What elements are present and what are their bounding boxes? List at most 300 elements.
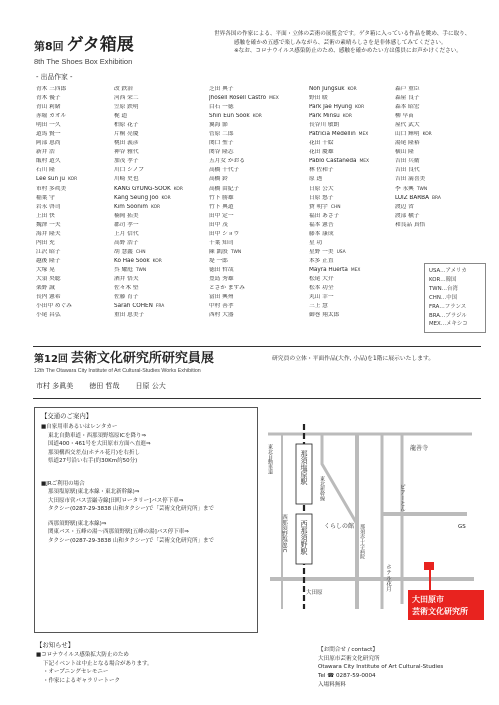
second-exhibition-title: 芸術文化研究所研究員展 [70, 351, 214, 366]
access-jr-line: 那須塩原駅(東北本線・東北新幹線)⇒ [48, 489, 140, 496]
artist-entry [309, 122, 395, 131]
access-map [262, 404, 484, 634]
artist-entry [36, 222, 114, 231]
artist-entry [114, 204, 209, 213]
artist-name: 高橋 鈴 [209, 176, 228, 183]
contact-line: Otawara City Institute of Art Cultural-Studies [318, 664, 444, 671]
legend-item: USA…アメリカ [429, 268, 467, 274]
artist-name: 加茂 孝子 [114, 158, 139, 165]
access-car-line: 東北自動車道・西那須野塩原ICを降り⇒ [48, 432, 147, 439]
country-code: MEX [350, 267, 361, 273]
country-code: KOR [422, 132, 432, 138]
artist-entry [36, 285, 114, 294]
artist-name: 山口 輝明 [395, 131, 420, 138]
artist-name: Mayra Huerta [309, 266, 348, 273]
artist-entry [114, 113, 209, 122]
artist-name: 胡 慧鑫 [114, 248, 133, 255]
artist-name: Pablo Castañeda [309, 158, 357, 165]
artist-entry [36, 86, 114, 95]
artist-name: 関谷 隆志 [209, 149, 234, 156]
artist-entry [36, 312, 114, 321]
access-car-line: 県道27号沿い右手(約30Km約50分) [48, 458, 138, 465]
country-code: KOR [150, 204, 161, 210]
country-code: MEX [359, 159, 370, 165]
artist-entry [209, 222, 309, 231]
artist-name: 桃田 義彦 [114, 140, 139, 147]
artist-entry [395, 149, 477, 158]
divider [33, 398, 481, 399]
artist-name: 神谷 雅代 [114, 149, 139, 156]
member-name: 市村 多眞美 [36, 382, 74, 390]
artist-entry [114, 176, 209, 185]
artist-entry [114, 231, 209, 240]
notice-line: ・オープニングセレモニー [43, 669, 109, 676]
artist-entry [36, 176, 114, 185]
artist-name: 河西 栄二 [114, 95, 139, 102]
artist-entry [209, 294, 309, 303]
artist-name: 高野 浩子 [114, 239, 139, 246]
artist-entry [114, 267, 209, 276]
artist-name: 豊島 秀雄 [209, 275, 234, 282]
artist-entry [309, 222, 395, 231]
artist-entry [209, 122, 309, 131]
contact-title: 【お問合せ / contact】 [318, 647, 378, 653]
artist-entry [209, 285, 309, 294]
artist-entry [395, 104, 477, 113]
artist-entry [36, 186, 114, 195]
artist-name: 吉田 良代 [395, 167, 420, 174]
artist-entry [114, 149, 209, 158]
exhibition-number: 第8回 [34, 40, 64, 53]
artist-entry [114, 86, 209, 95]
artist-name: 原 透 [309, 176, 323, 183]
artist-name: 大須 央聡 [36, 275, 61, 282]
second-exhibition-header [34, 351, 214, 375]
artist-name: 赤堀 カオル [36, 113, 67, 120]
access-car-line: 国道400・461号を大田原市方面へ直進⇒ [48, 441, 151, 448]
artist-name: 改 鉄治 [114, 86, 133, 92]
artist-name: KANG GYUNG-SOOK [114, 185, 171, 192]
artist-entry [309, 186, 395, 195]
artist-name: 小尾 昌弘 [36, 312, 61, 319]
artist-entry [114, 122, 209, 131]
artist-entry [114, 276, 209, 285]
notice-line: 下記イベントは中止となる場合があります。 [43, 660, 153, 667]
artist-name: Park Minsu [309, 113, 340, 120]
artist-entry [36, 104, 114, 113]
artist-entry [36, 249, 114, 258]
legend-item: TWN…台湾 [429, 285, 458, 292]
artist-name: 郡司 孝一 [114, 221, 139, 228]
artist-entry [209, 176, 309, 185]
artist-name: 福本 憲吾 [309, 221, 334, 228]
artist-name: 竹下 典道 [209, 203, 234, 210]
artist-entry [114, 249, 209, 258]
artist-name: 高橋 由紀子 [209, 185, 240, 192]
artist-entry [309, 303, 395, 312]
map-label: GS [458, 524, 466, 530]
country-code: TWN [135, 267, 147, 273]
artist-name: 藤本 康成 [309, 230, 334, 237]
artist-name: LUIZ BARBA [395, 194, 429, 201]
map-label: 東北新幹線 [319, 476, 325, 501]
artist-name: 本多 正直 [309, 257, 334, 264]
artist-entry [36, 195, 114, 204]
destination-label: 芸術文化研究所 [412, 607, 468, 616]
artist-name: 中村 善孝 [209, 303, 234, 310]
access-jr-line: 大田原市営バス雲巌寺線[田町ロータリー]バス停下車⇒ [48, 497, 184, 504]
artist-name: 柳 早苗 [395, 113, 414, 120]
country-code: USA [336, 249, 346, 255]
artist-name: 田中 茂 [209, 221, 228, 228]
artist-name: 松本 功全 [309, 285, 334, 292]
intro-line: 感触を確かめ五感で楽しみながら、芸術の素晴らしさを是非体感してみてください。 [234, 39, 447, 46]
artist-entry [209, 258, 309, 267]
contact-line: 大田原市芸術文化研究所 [318, 655, 380, 662]
artist-entry [309, 312, 395, 321]
artist-name: 徳田 哲哉 [209, 266, 234, 273]
artist-entry [36, 122, 114, 131]
artist-entry [209, 267, 309, 276]
artist-name: 渡辺 省 [395, 203, 414, 210]
artist-entry [309, 104, 395, 113]
artist-entry [114, 104, 209, 113]
artist-name: 芝田 典子 [209, 86, 234, 92]
road [322, 434, 357, 524]
artist-entry [309, 176, 395, 185]
artist-name: 田中 定一 [209, 212, 234, 219]
artist-entry [309, 213, 395, 222]
map-label: ホテル花月 [385, 564, 391, 592]
artist-name: 岩永 啓司 [36, 203, 61, 210]
artist-entry [309, 258, 395, 267]
contact [318, 646, 443, 689]
access-jr-line: タクシー(0287-29-3838 山和タクシー)で「芸術文化研究所」まで [48, 506, 215, 513]
artist-name: 林 佐和子 [309, 167, 334, 174]
artist-entry [114, 240, 209, 249]
notice [36, 641, 153, 685]
artist-name: 三上 慧 [309, 303, 328, 310]
artist-name: 柏原 花子 [114, 122, 139, 129]
artist-name: 松尾 大介 [309, 275, 334, 282]
country-code: CHN [135, 249, 146, 255]
second-exhibition-desc: 研究員の立体・平面作品(大作, 小品)を1階に展示いたします。 [272, 356, 435, 362]
country-code: TWN [230, 249, 242, 255]
artist-name: 西村 大器 [209, 312, 234, 319]
artist-entry [114, 158, 209, 167]
member-list [36, 382, 166, 391]
artist-entry [114, 167, 209, 176]
artist-entry [209, 140, 309, 149]
artist-entry [209, 303, 309, 312]
country-code: BRA [431, 195, 441, 201]
country-code: TWN [416, 186, 428, 192]
intro-line: ※なお、コロナウイルス感染防止のため、感触を確かめたい方は係員にお声かけください。 [234, 48, 462, 55]
legend-item: CHN…中国 [429, 294, 458, 301]
artist-name: 花田 千絵 [309, 140, 334, 147]
artist-entry [36, 258, 114, 267]
artist-name: 魏澤 一夫 [36, 221, 61, 228]
artist-name: 楽野 誠 [36, 285, 55, 292]
artist-name: 川口 シノブ [114, 167, 145, 174]
artist-entry [36, 204, 114, 213]
notice-line: ・作家によるギャラリートーク [43, 677, 121, 684]
artist-name: 梶 道 [114, 113, 128, 120]
artist-name: Noh Jungsuk [309, 86, 345, 92]
artist-name: Shin Eun Sook [209, 113, 250, 120]
artist-entry [309, 113, 395, 122]
artist-name: 上月 信代 [114, 230, 139, 237]
artist-entry [36, 131, 114, 140]
artist-name: 稲葉 守 [36, 194, 55, 201]
notice-title: 【お知らせ】 [36, 641, 75, 649]
map-label: くらしの館 [324, 523, 355, 530]
artist-name: 吉田 満喜美 [395, 176, 426, 183]
exhibition-title: ゲタ箱展 [66, 35, 134, 55]
artist-entry [395, 204, 477, 213]
map-label: 大田原 [306, 590, 323, 596]
artist-entry [395, 140, 477, 149]
artist-entry [395, 176, 477, 185]
artist-name: 堤 一郎 [209, 257, 228, 264]
artist-name: 陳 凱股 [209, 248, 228, 255]
artist-name: 佐々木 堅 [114, 285, 139, 292]
artist-entry [114, 294, 209, 303]
access-jr-line: 関東バス・五峰の湯〜西那須野駅[五峰の湯]バス停下車⇒ [48, 529, 189, 536]
artist-name: 御巻 翔太郎 [309, 312, 340, 319]
artist-name: Park Jae Hyung [309, 104, 353, 111]
artist-name: Ko Hae Sook [114, 257, 150, 264]
artist-name: Kang Seung Joo [114, 194, 159, 201]
artist-name: 湯尾 隆裕 [395, 140, 420, 147]
artist-name: Patricia Medellin [309, 131, 356, 138]
artist-entry [114, 285, 209, 294]
artist-name: 野田 暖 [309, 95, 328, 102]
access-jr-title: ■JRご利用の場合 [41, 480, 85, 487]
artist-name: 五月女 かおる [209, 158, 245, 165]
artist-entry [114, 222, 209, 231]
artist-name: 福田 あさ子 [309, 212, 340, 219]
artist-entry [209, 276, 309, 285]
artist-name: 丸山 幸一 [309, 294, 334, 301]
legend-item: MEX…メキシコ [429, 321, 468, 328]
artist-entry [209, 195, 309, 204]
member-name: 徳田 哲哉 [89, 382, 120, 390]
access-jr-line: タクシー(0287-29-3838 山和タクシー)で「芸術文化研究所」まで [48, 537, 215, 544]
artist-name: 日原 悠子 [309, 194, 334, 201]
country-code: FRA [155, 304, 165, 310]
artist-name: 笠原 鉄明 [114, 104, 139, 111]
artist-entry [209, 186, 309, 195]
artist-entry [395, 222, 477, 231]
artist-name: 竹下 勝雄 [209, 194, 234, 201]
artist-name: 市村 多眞美 [36, 185, 67, 192]
artist-entry [209, 204, 309, 213]
artist-name: 屋代 武大 [395, 122, 420, 129]
artist-entry [36, 276, 114, 285]
artist-name: 富田 興州 [209, 294, 234, 301]
country-code: KOR [347, 87, 357, 92]
artist-entry [395, 113, 477, 122]
artist-entry [114, 213, 209, 222]
destination-label: 大田原市 [412, 595, 444, 604]
artist-name: 大塚 晃 [36, 266, 55, 273]
artist-name: 日原 公大 [309, 185, 334, 192]
artist-entry [309, 231, 395, 240]
artist-name: 森屋 良子 [395, 95, 420, 102]
artist-entry [309, 249, 395, 258]
artist-entry [209, 167, 309, 176]
country-code: KOR [161, 195, 171, 201]
artist-entry [36, 213, 114, 222]
artist-name: 青木 優子 [36, 95, 61, 102]
artist-entry [114, 131, 209, 140]
artist-entry [309, 240, 395, 249]
contact-line: 入場料無料 [318, 681, 346, 688]
artist-entry [36, 231, 114, 240]
notice-line: ■コロナウイルス感染拡大防止のため [36, 652, 129, 658]
artist-entry [209, 113, 309, 122]
artist-entry [209, 95, 309, 104]
artist-name: 佐藤 育子 [114, 294, 139, 301]
artist-column [114, 86, 209, 321]
artist-name: 青木 三四郎 [36, 86, 67, 92]
access-box [34, 407, 258, 633]
artist-name: Kim Soonim [114, 203, 148, 210]
artist-entry [395, 131, 477, 140]
artists-label: - 出品作家 - [36, 73, 73, 81]
artist-name: 関口 聖子 [209, 140, 234, 147]
artist-name: 渡部 槇子 [395, 212, 420, 219]
divider [33, 346, 481, 347]
artist-entry [309, 86, 395, 95]
country-code: KOR [152, 258, 162, 264]
artist-name: 明田 一久 [36, 122, 61, 129]
artist-name: 長内 憲希 [36, 294, 61, 301]
artist-name: 小田中 めぐみ [36, 303, 72, 310]
artist-entry [36, 294, 114, 303]
artist-name: 花田 慶雄 [309, 149, 334, 156]
artist-entry [395, 186, 477, 195]
artist-entry [36, 267, 114, 276]
exhibition-header [34, 35, 134, 67]
artist-column [209, 86, 309, 321]
second-exhibition-subtitle: 12th The Otawara City Institute of Art Cultural-Studies Works Exhibition [34, 368, 201, 375]
artist-entry [36, 167, 114, 176]
artist-name: 楠岡 拓美 [114, 212, 139, 219]
artist-name: 星野 一美 [309, 248, 334, 255]
access-car-title: ■自家用車あるいはレンタカー [41, 424, 118, 430]
country-code: KOR [68, 177, 78, 183]
artist-name: 石川 隆 [36, 167, 55, 174]
artist-name: Jhosell Rosell Castro [209, 95, 267, 102]
artist-entry [395, 86, 477, 95]
country-code: MEX [269, 96, 279, 102]
artist-name: 阿部 恵尚 [36, 140, 61, 147]
artist-entry [114, 258, 209, 267]
artist-entry [209, 86, 309, 95]
artist-name: 和良品 真悟 [395, 221, 426, 228]
artist-name: 菅原 二郎 [209, 131, 234, 138]
second-exhibition-number: 第12回 [34, 354, 68, 365]
artist-entry [209, 149, 309, 158]
artist-name: 呉 耀庭 [114, 266, 133, 273]
artist-entry [309, 294, 395, 303]
artist-entry [309, 204, 395, 213]
map-label: 那須赤十字病院 [359, 524, 365, 559]
artist-name: 翼海 節 [209, 122, 228, 129]
artist-name: 酒井 悟夫 [114, 275, 139, 282]
country-code: KOR [252, 114, 262, 120]
map-label: 龍善寺 [410, 445, 429, 452]
artist-entry [209, 213, 309, 222]
artist-entry [36, 95, 114, 104]
artist-entry [36, 303, 114, 312]
artist-name: 田中 ショウ [209, 230, 240, 237]
artist-name: 横山 隆 [395, 149, 414, 156]
artist-entry [209, 249, 309, 258]
artist-name: 長谷川 敏朗 [309, 122, 340, 129]
artist-name: 星 功 [309, 239, 323, 246]
country-code: CHN [330, 204, 341, 210]
artist-name: 内田 充 [36, 239, 55, 246]
map-label: ピアーとん [399, 484, 405, 512]
artist-entry [395, 122, 477, 131]
artist-entry [209, 158, 309, 167]
artist-entry [309, 167, 395, 176]
artist-name: 飯村 道久 [36, 158, 61, 165]
artist-entry [309, 131, 395, 140]
artist-entry [395, 95, 477, 104]
artist-name: とさか ますみ [209, 285, 245, 292]
artist-name: 高橋 千代子 [209, 167, 240, 174]
artist-name: 川崎 史也 [114, 176, 139, 183]
artist-entry [395, 167, 477, 176]
artist-name: 上田 快 [36, 212, 55, 219]
artist-entry [309, 267, 395, 276]
artist-column [309, 86, 395, 321]
exhibition-subtitle: 8th The Shoes Box Exhibition [34, 57, 133, 67]
artist-entry [209, 312, 309, 321]
country-code: KOR [173, 186, 183, 192]
access-car-line: 那須構西交差点(ホテル花月)を右折し [48, 449, 141, 456]
artist-entry [309, 158, 395, 167]
intro-text [214, 30, 484, 56]
artist-entry [36, 149, 114, 158]
artist-entry [309, 195, 395, 204]
map-label: 西那須野塩原IC [281, 514, 287, 553]
artist-name: 森本 昭宏 [395, 104, 420, 111]
artist-name: 越後 隆子 [36, 257, 61, 264]
artist-entry [395, 195, 477, 204]
destination-icon [424, 562, 434, 570]
member-name: 日原 公大 [135, 382, 166, 390]
map-label: 西那須野駅 [300, 520, 308, 555]
country-code: KOR [342, 114, 352, 120]
artist-name: 費 明宇 [309, 203, 328, 210]
artist-entry [209, 231, 309, 240]
legend-item: BRA…ブラジル [429, 312, 467, 319]
artist-name: 森戸 重臣 [395, 86, 420, 92]
artist-name: 吉田 兵衛 [395, 158, 420, 165]
artist-name: 道馬 賢一 [36, 131, 61, 138]
legend-item: FRA…フランス [429, 303, 467, 310]
artist-entry [36, 113, 114, 122]
artist-entry [114, 303, 209, 312]
artist-entry [209, 104, 309, 113]
artist-name: 白石 一徳 [209, 104, 234, 111]
country-legend [424, 263, 486, 333]
